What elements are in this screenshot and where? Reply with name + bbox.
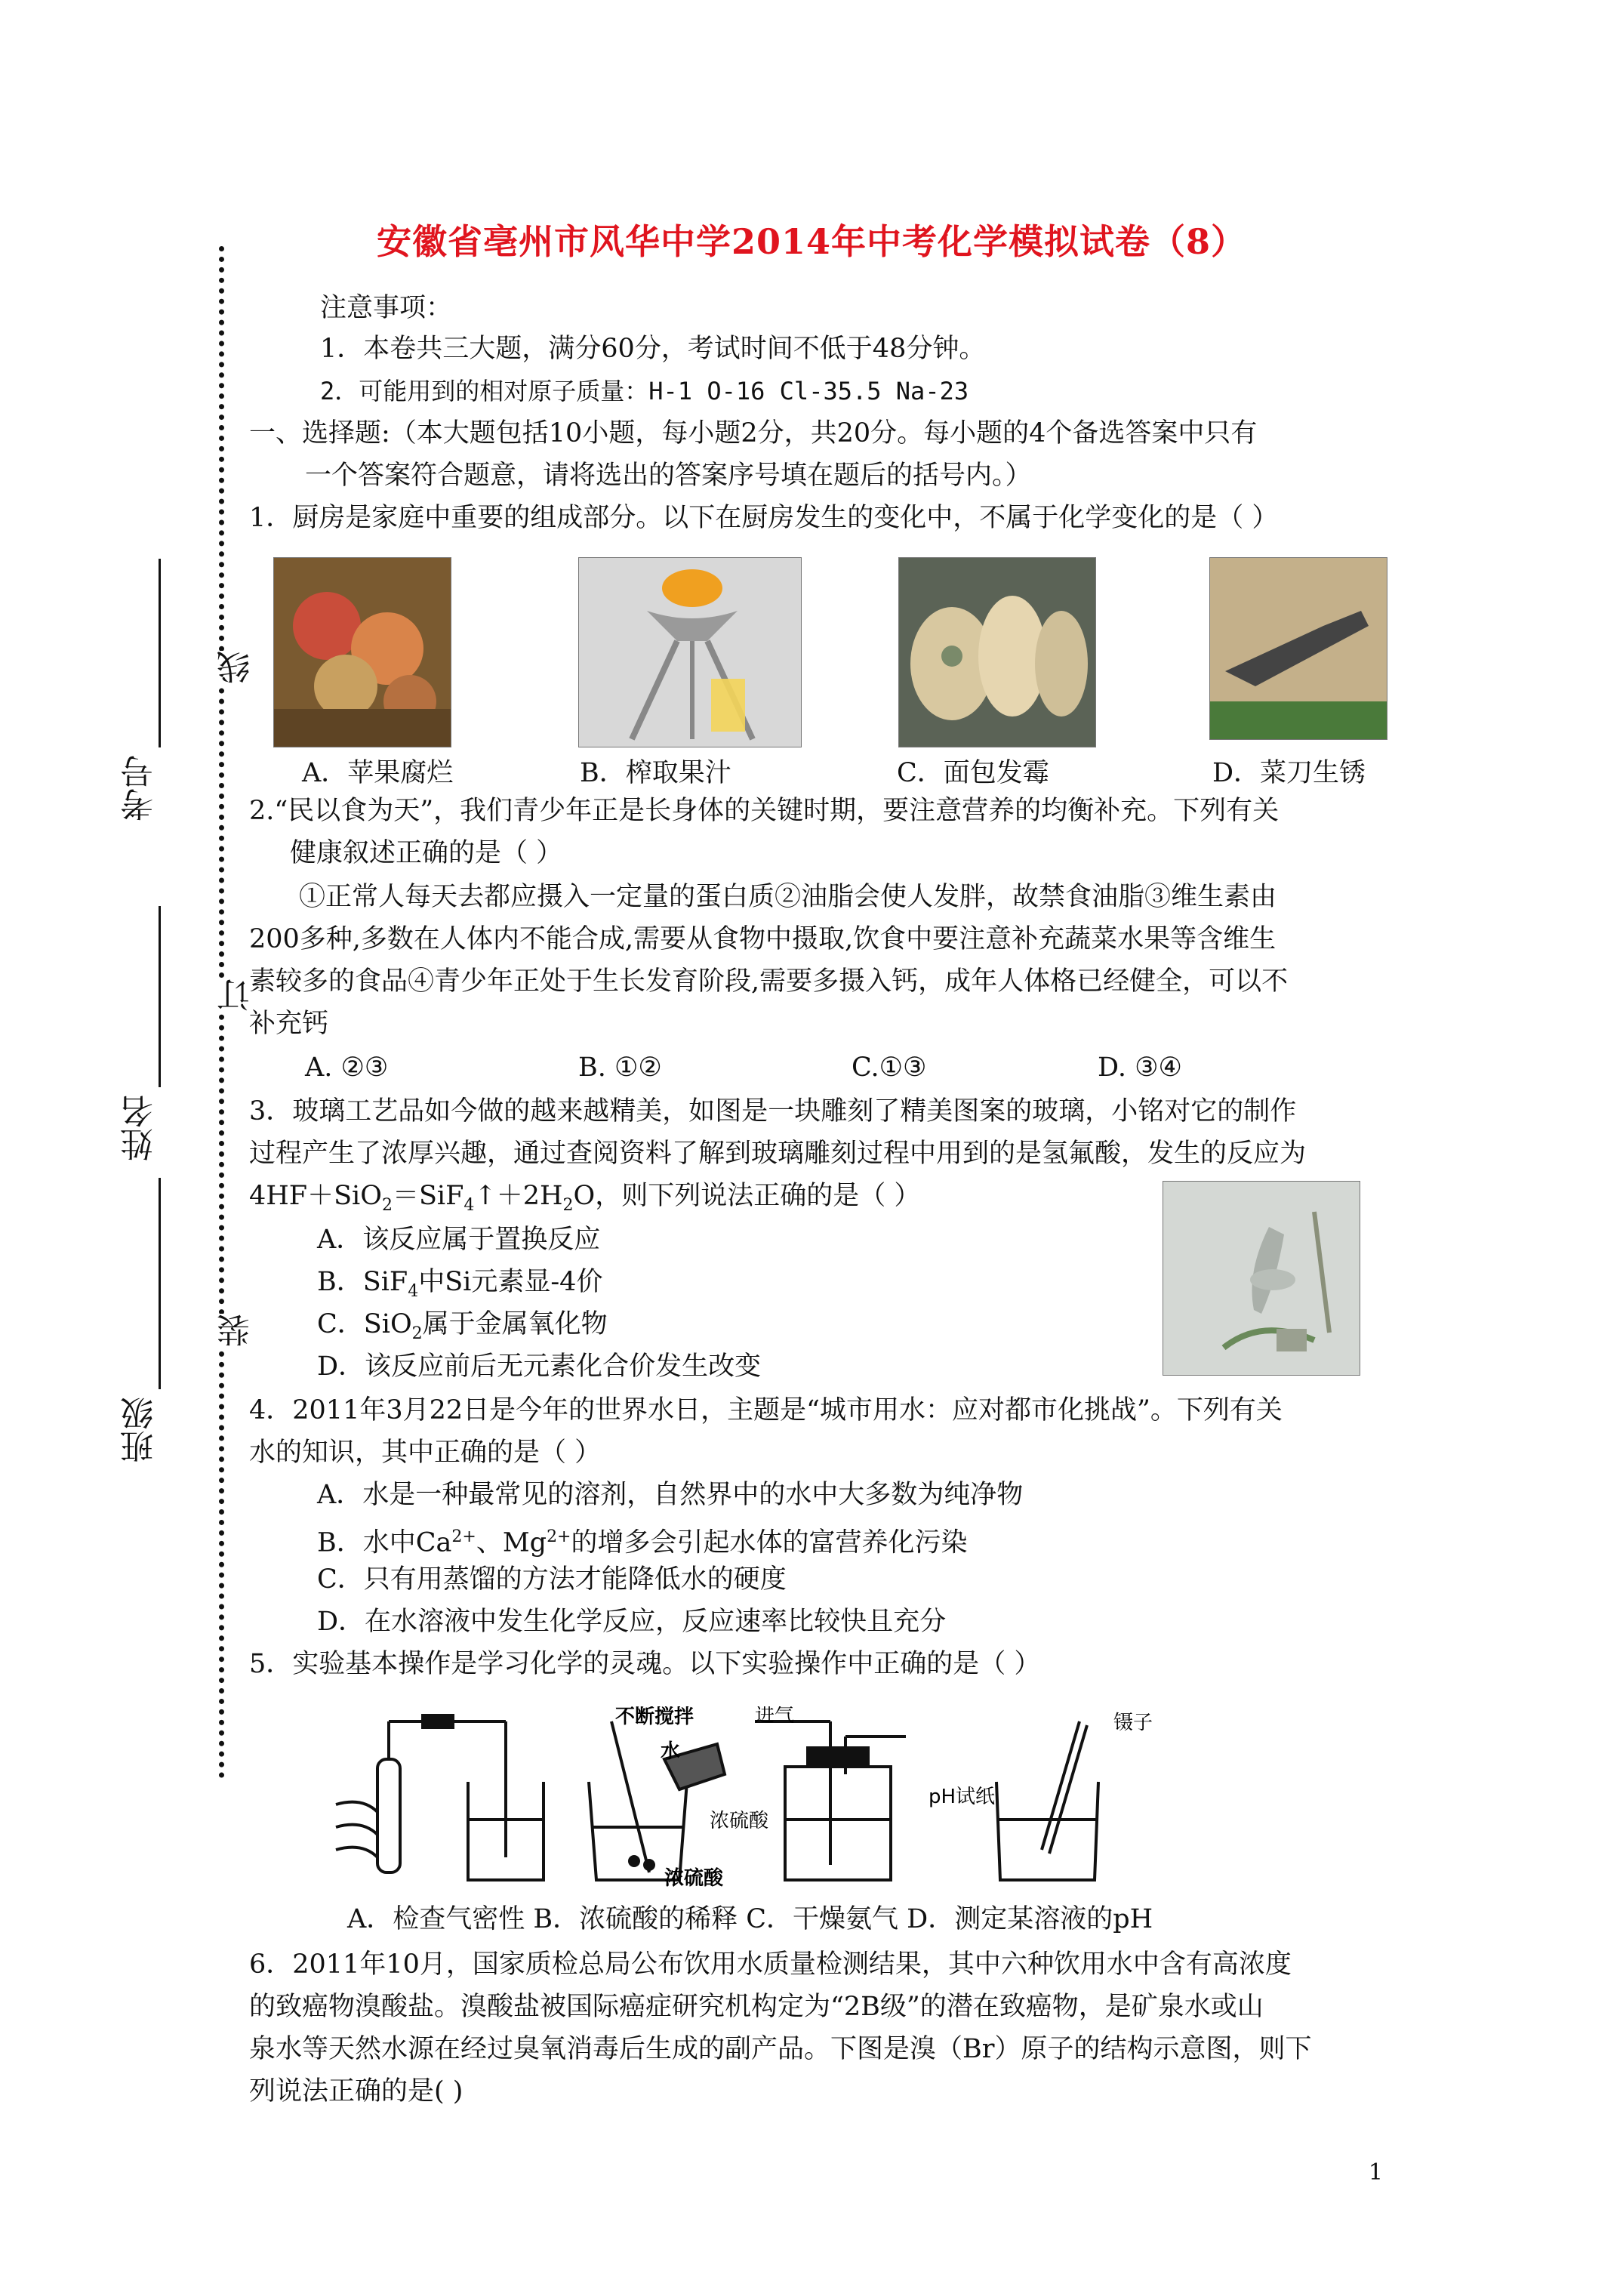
q6-line2: 的致癌物溴酸盐。溴酸盐被国际癌症研究机构定为“2B级”的潜在致癌物，是矿泉水或山	[249, 1992, 1264, 2022]
q2-line6: 补充钙	[249, 1009, 329, 1039]
q2-line2: 健康叙述正确的是（ ）	[290, 838, 563, 868]
q3-option-d: D．该反应前后无元素化合价发生改变	[317, 1351, 762, 1382]
notice-heading: 注意事项：	[320, 293, 453, 323]
binding-ding: 订	[213, 978, 261, 1012]
q2-option-d: D. ③④	[1098, 1052, 1182, 1083]
label-inlet: 进气	[755, 1706, 795, 1727]
q2-line5: 素较多的食品④青少年正处于生长发育阶段,需要多摄入钙，成年人体格已经健全，可以不	[249, 966, 1289, 997]
notice-item-2: 2．可能用到的相对原子质量：H-1 O-16 Cl-35.5 Na-23	[320, 377, 969, 405]
binding-xian: 线	[213, 651, 261, 684]
q1-image-bread	[898, 557, 1096, 747]
q5-apparatus-figure	[332, 1706, 1329, 1895]
q1-stem: 1．厨房是家庭中重要的组成部分。以下在厨房发生的变化中，不属于化学变化的是（ ）	[249, 503, 1279, 533]
apparatus-d	[996, 1721, 1098, 1880]
apparatus-b	[589, 1721, 725, 1880]
q5-stem: 5．实验基本操作是学习化学的灵魂。以下实验操作中正确的是（ ）	[249, 1649, 1041, 1679]
q1-option-a: A．苹果腐烂	[302, 758, 454, 788]
q3-option-b: B．SiF$_4$中Si元素显-4价	[317, 1267, 603, 1301]
label-tweezers: 镊子	[1113, 1712, 1153, 1734]
q3-option-a: A．该反应属于置换反应	[317, 1225, 601, 1255]
q3-image-glass	[1163, 1181, 1360, 1376]
q6-line1: 6．2011年10月，国家质检总局公布饮用水质量检测结果，其中六种饮用水中含有高浓度	[249, 1949, 1292, 1980]
q1-image-juicer	[578, 557, 802, 747]
section1-line1: 一、选择题:（本大题包括10小题，每小题2分，共20分。每小题的4个备选答案中只有	[249, 418, 1258, 448]
apparatus-c	[755, 1721, 906, 1880]
label-water: 水	[661, 1740, 681, 1763]
xingming-underline	[159, 906, 161, 1087]
q4-line2: 水的知识，其中正确的是（ ）	[249, 1438, 602, 1468]
q4-option-c: C．只有用蒸馏的方法才能降低水的硬度	[317, 1564, 787, 1595]
q4-option-d: D．在水溶液中发生化学反应，反应速率比较快且充分	[317, 1607, 947, 1637]
label-stir: 不断搅拌	[615, 1706, 694, 1728]
banji-underline	[159, 1178, 161, 1389]
q3-option-c: C．SiO$_2$属于金属氧化物	[317, 1309, 608, 1343]
page-number: 1	[1368, 2159, 1383, 2186]
kaohao-underline	[159, 559, 161, 747]
q3-line1: 3．玻璃工艺品如今做的越来越精美，如图是一块雕刻了精美图案的玻璃，小铭对它的制作	[249, 1096, 1297, 1126]
label-acid2: 浓硫酸	[710, 1810, 769, 1832]
label-acid: 浓硫酸	[664, 1867, 724, 1890]
q1-image-knife	[1209, 557, 1387, 740]
q2-line1: 2.“民以食为天”，我们青少年正是长身体的关键时期，要注意营养的均衡补充。下列有关	[249, 796, 1280, 826]
q4-line1: 4．2011年3月22日是今年的世界水日，主题是“城市用水：应对都市化挑战”。下列有关	[249, 1395, 1283, 1425]
q3-equation: $4HF+SiO_2=SiF_4↑+2H_2O$，则下列说法正确的是（ ）	[249, 1181, 921, 1215]
section1-line2: 一个答案符合题意，请将选出的答案序号填在题后的括号内。）	[305, 461, 1032, 491]
q1-image-apples	[273, 557, 451, 747]
q2-option-a: A. ②③	[305, 1052, 389, 1083]
apparatus-a	[336, 1715, 544, 1880]
q5-options: A．检查气密性 B．浓硫酸的稀释 C．干燥氨气 D．测定某溶液的pH	[347, 1904, 1153, 1934]
q2-line4: 200多种,多数在人体内不能合成,需要从食物中摄取,饮食中要注意补充蔬菜水果等含维生	[249, 924, 1277, 954]
notice-item-1: 1．本卷共三大题，满分60分，考试时间不低于48分钟。	[320, 334, 986, 364]
q6-line4: 列说法正确的是( )	[249, 2076, 463, 2106]
q2-option-b: B. ①②	[578, 1052, 662, 1083]
q1-option-b: B．榨取果汁	[580, 758, 731, 788]
binding-zhuang: 装	[213, 1314, 261, 1347]
q3-line2: 过程产生了浓厚兴趣，通过查阅资料了解到玻璃雕刻过程中用到的是氢氟酸，发生的反应为	[249, 1139, 1307, 1169]
label-xingming: 姓名	[121, 1095, 159, 1161]
q6-line3: 泉水等天然水源在经过臭氧消毒后生成的副产品。下图是溴（Br）原子的结构示意图，则下	[249, 2034, 1312, 2064]
binding-dotted-line	[219, 246, 224, 1779]
q2-line3: ①正常人每天去都应摄入一定量的蛋白质②油脂会使人发胖，故禁食油脂③维生素由	[299, 882, 1277, 912]
q4-option-b: B．水中$Ca^{2+}$、$Mg^{2+}$的增多会引起水体的富营养化污染	[317, 1527, 968, 1558]
label-banji: 班级	[121, 1397, 159, 1463]
q4-option-a: A．水是一种最常见的溶剂，自然界中的水中大多数为纯净物	[317, 1480, 1024, 1510]
label-kaohao: 考号	[121, 755, 159, 821]
page-title: 安徽省亳州市风华中学2014年中考化学模拟试卷（8）	[376, 221, 1247, 262]
label-ph: pH试纸	[929, 1786, 996, 1808]
q2-option-c: C.①③	[852, 1052, 927, 1083]
q1-option-d: D．菜刀生锈	[1212, 758, 1366, 788]
q1-option-c: C．面包发霉	[897, 758, 1049, 788]
